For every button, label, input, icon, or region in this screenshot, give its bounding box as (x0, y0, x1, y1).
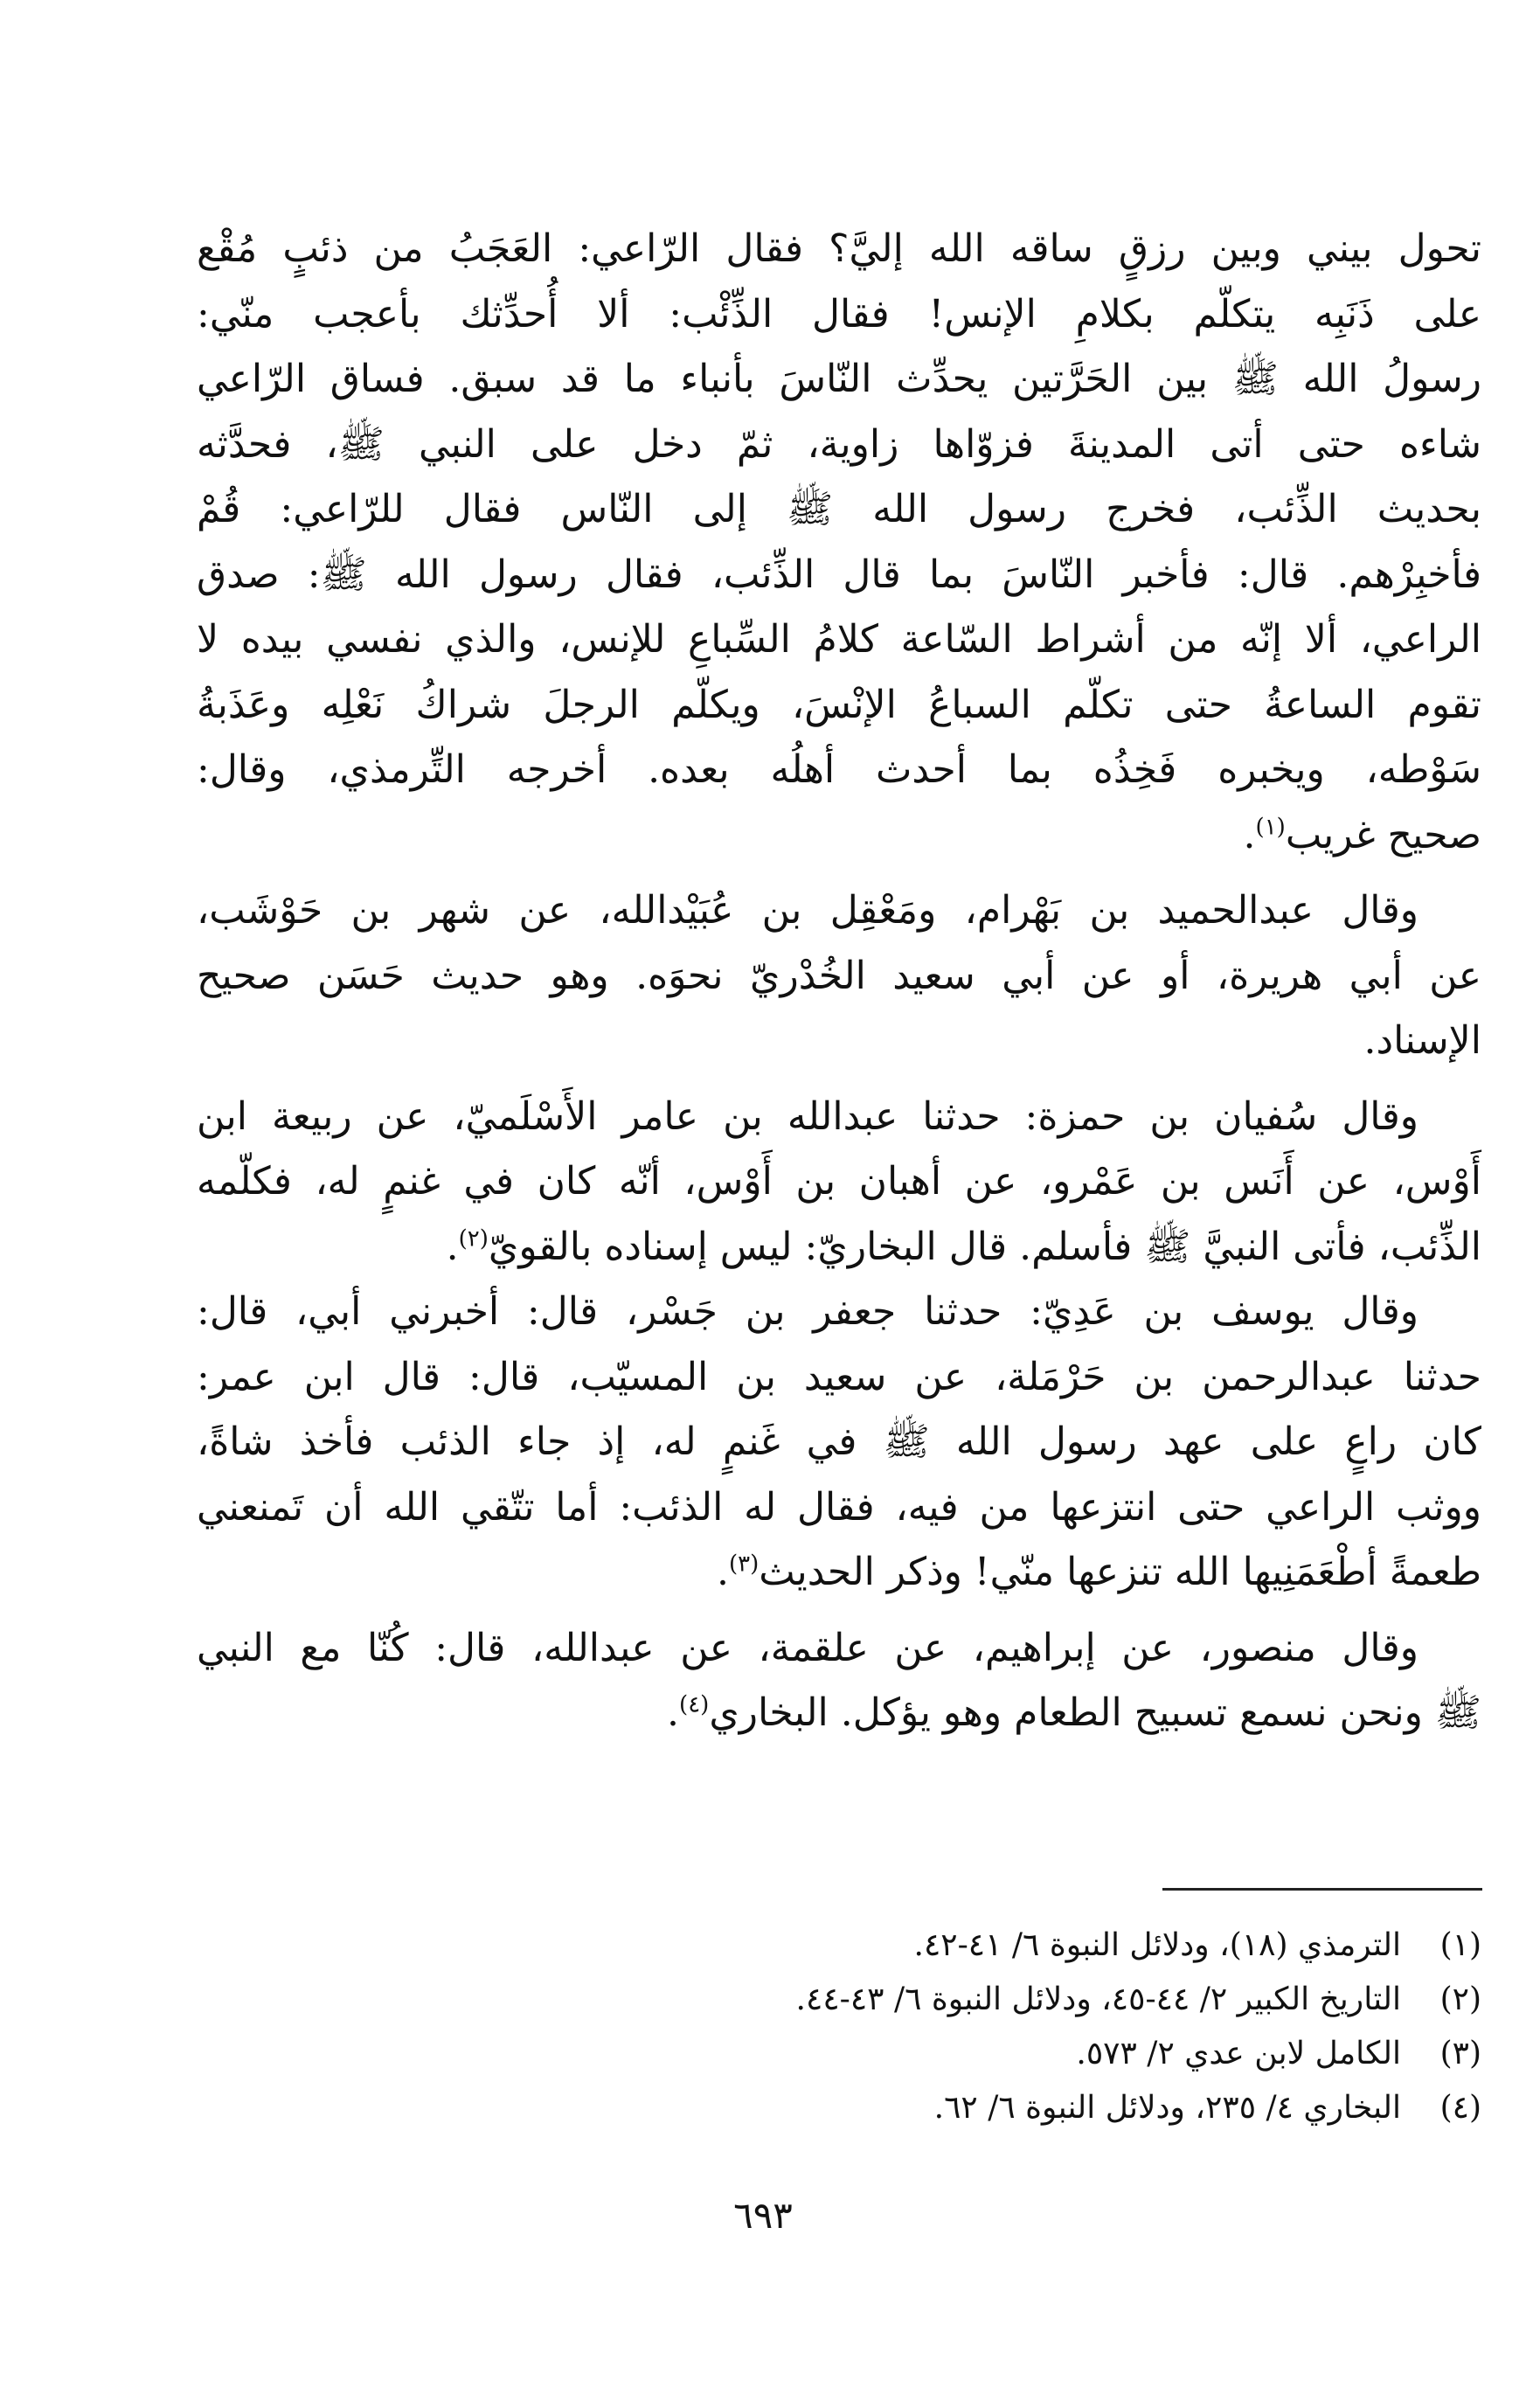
page-number: ٦٩٣ (733, 2194, 793, 2237)
footnote-text: الترمذي (١٨)، ودلائل النبوة ٦/ ٤١-٤٢. (913, 1927, 1401, 1963)
text-line: الإسناد. (1363, 1018, 1481, 1063)
text-line: وقال يوسف بن عَدِيّ: حدثنا جعفر بن جَسْر، قال: أخبرني أبي، قال: (197, 1289, 1418, 1334)
text-line: ووثب الراعي حتى انتزعها من فيه، فقال له الذئب: أما تتّقي الله أن تَمنعني (197, 1484, 1481, 1530)
text-line: ﷺ ونحن نسمع تسبيح الطعام وهو يؤكل. البخاري (709, 1690, 1481, 1735)
footnote-number: (٤) (1439, 2090, 1481, 2126)
footnote-number: (٣) (1439, 2036, 1481, 2071)
text-line-last: صحيح غريب$^{(١)}$. (1243, 812, 1481, 857)
footnote-divider (1162, 1888, 1482, 1891)
footnote-number: (٢) (1439, 1981, 1481, 2017)
footnote-item (197, 1973, 1481, 2027)
text-line: كان راعٍ على عهد رسول الله ﷺ في غَنمٍ له، إذ جاء الذئب فأخذ شاةً، (197, 1419, 1481, 1464)
text-line: الذِّئب، فأتى النبيَّ ﷺ فأسلم. قال البخاريّ: ليس إسناده بالقويّ (488, 1224, 1481, 1269)
text-line: سَوْطه، ويخبره فَخِذُه بما أحدث أهلُه بعده. أخرجه التِّرمذي، وقال: (197, 747, 1481, 792)
footnote-item (197, 2027, 1481, 2081)
text-line: أَوْس، عن أَنَس بن عَمْرو، عن أهبان بن أَوْس، أنّه كان في غنمٍ له، فكلّمه (197, 1159, 1481, 1204)
text-line-last: ﷺ ونحن نسمع تسبيح الطعام وهو يؤكل. البخاري$^{(٤)}$. (667, 1690, 1481, 1735)
text-line: شاءه حتى أتى المدينةَ فزوّاها زاوية، ثمّ دخل على النبي ﷺ، فحدَّثه (197, 421, 1481, 467)
footnote-ref: (٢) (458, 1225, 489, 1252)
main-text (197, 217, 1481, 1746)
footnote-text: الكامل لابن عدي ٢/ ٥٧٣. (1076, 2036, 1401, 2071)
footnote-ref: (٤) (679, 1691, 710, 1718)
text-line: صحيح غريب (1285, 812, 1481, 857)
footnote-text: البخاري ٤/ ٢٣٥، ودلائل النبوة ٦/ ٦٢. (933, 2090, 1401, 2126)
text-line: طعمةً أطْعَمَنِيها الله تنزعها منّي! وذكر الحديث (759, 1550, 1481, 1594)
footnote-text: التاريخ الكبير ٢/ ٤٤-٤٥، ودلائل النبوة ٦/ ٤٣-٤٤. (795, 1981, 1401, 2017)
text-line: تقوم الساعةُ حتى تكلّم السباعُ الإنْسَ، ويكلّم الرجلَ شراكُ نَعْلِه وعَذَبةُ (197, 682, 1481, 727)
paragraph-4 (197, 1280, 1481, 1606)
text-line: وقال عبدالحميد بن بَهْرام، ومَعْقِل بن عُبَيْدالله، عن شهر بن حَوْشَب، (197, 888, 1418, 933)
footnotes (197, 1919, 1481, 2135)
text-line: على ذَنَبِه يتكلّم بكلامِ الإنس! فقال الذِّئْب: ألا أُحدِّثك بأعجب منّي: (197, 291, 1481, 337)
text-line: رسولُ الله ﷺ بين الحَرَّتين يحدِّث النّاسَ بأنباء ما قد سبق. فساق الرّاعي (197, 357, 1481, 401)
text-line: تحول بيني وبين رزقٍ ساقه الله إليَّ؟ فقال الرّاعي: العَجَبُ من ذئبٍ مُقْع (197, 226, 1481, 271)
paragraph-3 (197, 1085, 1481, 1280)
text-line: وقال سُفيان بن حمزة: حدثنا عبدالله بن عامر الأَسْلَميّ، عن ربيعة ابن (197, 1093, 1418, 1139)
footnote-item (197, 2081, 1481, 2135)
footnote-ref: (٣) (729, 1551, 760, 1578)
text-line: عن أبي هريرة، أو عن أبي سعيد الخُدْريّ نحوَه. وهو حديث حَسَن صحيح (197, 953, 1481, 998)
footnote-item (197, 1919, 1481, 1973)
text-line: بحديث الذِّئب، فخرج رسول الله ﷺ إلى النّاس فقال للرّاعي: قُمْ (197, 487, 1481, 531)
footnote-number: (١) (1439, 1927, 1481, 1963)
text-line: حدثنا عبدالرحمن بن حَرْمَلة، عن سعيد بن المسيّب، قال: قال ابن عمر: (197, 1354, 1481, 1399)
paragraph-2 (197, 878, 1481, 1074)
text-line-last: طعمةً أطْعَمَنِيها الله تنزعها منّي! وذكر الحديث$^{(٣)}$. (717, 1550, 1481, 1594)
footnote-ref: (١) (1255, 813, 1286, 840)
paragraph-5 (197, 1616, 1481, 1746)
text-line: فأخبِرْهم. قال: فأخبر النّاسَ بما قال الذِّئب، فقال رسول الله ﷺ: صدق (197, 552, 1481, 597)
paragraph-1 (197, 217, 1481, 868)
text-line: وقال منصور، عن إبراهيم، عن علقمة، عن عبدالله، قال: كُنّا مع النبي (197, 1625, 1418, 1670)
text-line: الراعي، ألا إنّه من أشراط السّاعة كلامُ السِّباعِ للإنس، والذي نفسي بيده لا (197, 617, 1481, 662)
text-line-last: الذِّئب، فأتى النبيَّ ﷺ فأسلم. قال البخاريّ: ليس إسناده بالقويّ$^{(٢)}$. (446, 1224, 1481, 1269)
